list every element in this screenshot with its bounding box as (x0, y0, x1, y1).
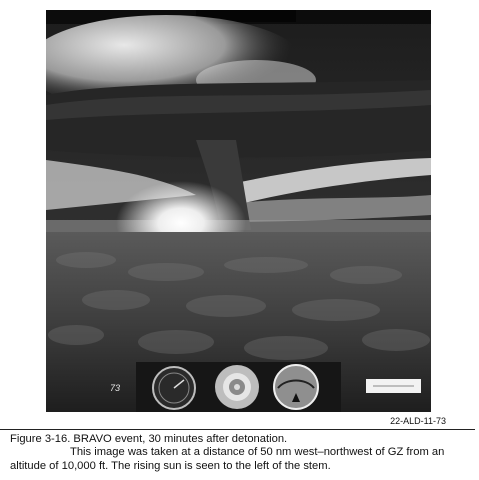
caption-title: Figure 3-16. BRAVO event, 30 minutes after detonation. (10, 433, 288, 445)
photo-reference-id: 22-ALD-11-73 (390, 416, 446, 426)
figure-caption (10, 433, 470, 473)
caption-divider (0, 429, 475, 430)
caption-description-line-2: altitude of 10,000 ft. The rising sun is seen to the left of the stem. (10, 459, 331, 472)
photo-number: 73 (110, 383, 121, 393)
caption-description-line-1: This image was taken at a distance of 50 nm west–northwest of GZ from an (70, 446, 445, 459)
bravo-photo (46, 10, 431, 412)
